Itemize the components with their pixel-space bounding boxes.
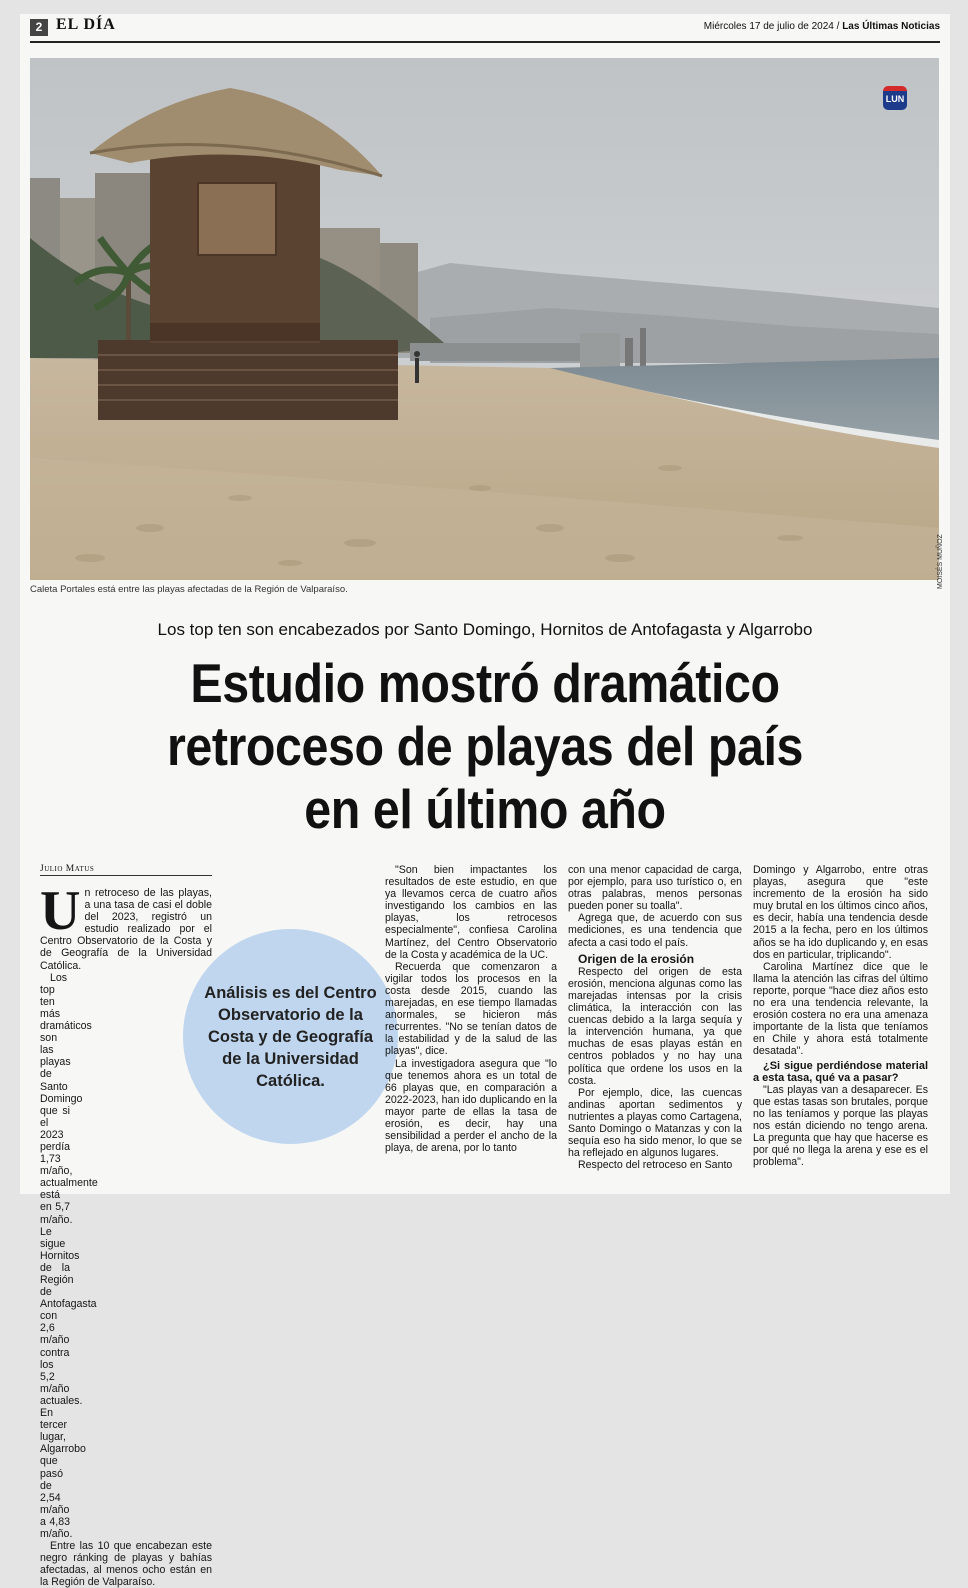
- photo-caption: Caleta Portales está entre las playas afectadas de la Región de Valparaíso.: [30, 584, 348, 595]
- article-headline: [111, 652, 859, 841]
- beach-photo-illustration: [30, 58, 939, 580]
- byline: Julio Matus: [40, 864, 212, 876]
- paragraph: Entre las 10 que encabezan este negro ránking de playas y bahías afectadas, al menos ocho están en la Región de Valparaíso.: [40, 1540, 212, 1588]
- header-rule: [30, 41, 940, 43]
- beach-photo: [30, 58, 939, 580]
- lun-logo-icon: LUN: [883, 86, 907, 110]
- newspaper-page: [20, 14, 950, 1588]
- publication-name: Las Últimas Noticias: [842, 21, 940, 32]
- section-name: EL DÍA: [56, 16, 116, 33]
- paragraph: [40, 880, 212, 972]
- headline-line: Estudio mostró dramático: [190, 652, 780, 714]
- paragraph: La investigadora asegura que "lo que tenemos ahora es un total de 66 playas que, en comparación a 2022-2023, han ido duplicando en la mayor parte de ellas la tasa de erosión, es decir, hay una sensibilidad a perder el ancho de la playa, de arena, por lo tanto: [385, 1057, 557, 1155]
- interview-question: ¿Si sigue perdiéndose material a esta tasa, qué va a pasar?: [753, 1059, 928, 1084]
- paragraph: Recuerda que comenzaron a vigilar todos los procesos en la costa desde 2015, cuando las marejadas, en ese tiempo llamadas anormales, se hicieron más recurrentes. "No se tenían datos de la estabilidad y de la salud de las playas", dice.: [385, 960, 557, 1058]
- paragraph: Respecto del origen de esta erosión, menciona algunas como las marejadas intensas por la crisis climática, la interacción con las cuencas debido a la larga sequía y la intervención humana, ya que muchas de esas playas están en centros poblados y no hay una política que ordene los usos en la costa.: [568, 965, 742, 1087]
- article-column-3: [568, 864, 742, 1171]
- headline-line: en el último año: [304, 778, 666, 840]
- paragraph: Agrega que, de acuerdo con sus mediciones, es una tendencia que afecta a casi todo el país.: [568, 912, 742, 949]
- paragraph: "Son bien impactantes los resultados de este estudio, en que ya llevamos cerca de cuatro años investigando los cambios en las playas, los retrocesos especialmente", confiesa Carolina Martínez, del Centro Observatorio de la Costa y académica de la UC.: [385, 864, 557, 961]
- issue-date: Miércoles 17 de julio de 2024 /: [703, 21, 840, 32]
- paragraph: Domingo y Algarrobo, entre otras playas, asegura que "este incremento de la erosión ha sido muy brutal en los últimos cinco años, es decir, había una tendencia desde 2015 a la fecha, pero en los últimos años se ha ido duplicando y, en esas dos en particular, triplicando".: [753, 864, 928, 961]
- paragraph-text: n retroceso de las playas, a una tasa de casi el doble del 2023, registró un estudio realizado por el Centro Observatorio de la Costa y de Geografía de la Universidad Católica.: [40, 887, 212, 972]
- paragraph: Respecto del retroceso en Santo: [578, 1159, 733, 1172]
- pull-quote-circle: [183, 929, 398, 1144]
- paragraph: Carolina Martínez dice que le llama la atención las cifras del último reporte, porque "hace diez años esto no era una tendencia relevante, la erosión costera no era una amenaza importante de la lista que teníamos en Chile y ahora está totalmente desatada".: [753, 960, 928, 1058]
- page-number: 2: [30, 19, 48, 36]
- header-date: [704, 21, 940, 32]
- article-column-1: [40, 880, 212, 1588]
- pull-quote: Análisis es del Centro Observatorio de la Costa y de Geografía de la Universidad Católica.: [204, 983, 377, 1090]
- paragraph: Por ejemplo, dice, las cuencas andinas aportan sedimentos y nutrientes a playas como Cartagena, Santo Domingo o Matanzas y con la sequía eso ha sido menor, lo que se ha reflejado en algunos lugares.: [568, 1086, 742, 1160]
- paragraph: con una menor capacidad de carga, por ejemplo, para uso turístico o, en otras palabras, menos personas pueden poner su toalla".: [568, 864, 742, 913]
- article-column-4: [753, 864, 928, 1168]
- paragraph: Los top ten más dramáticos son las playas de Santo Domingo que si el 2023 perdía 1,73 m/año, actualmente está en 5,7 m/año. Le sigue Hornitos de la Región de Antofagasta con 2,6 m/año contra los 5,2 m/año actuales. En tercer lugar, Algarrobo que pasó de 2,54 m/año a 4,83 m/año.: [40, 971, 98, 1540]
- paragraph: "Las playas van a desaparecer. Es que estas tasas son brutales, porque no las teníamos y porque las playas nos están diciendo no tengo arena. La pregunta que hay que hacerse es por qué no llega la arena y ese es el problema".: [753, 1083, 928, 1169]
- article-kicker: Los top ten son encabezados por Santo Domingo, Hornitos de Antofagasta y Algarrobo: [157, 620, 813, 639]
- photo-credit: MOISÉS MUÑOZ: [937, 534, 944, 589]
- page-header: [30, 18, 940, 38]
- section-subhead: Origen de la erosión: [578, 951, 695, 966]
- drop-cap: U: [40, 880, 81, 942]
- article-column-2: [385, 864, 557, 1154]
- headline-line: retroceso de playas del país: [166, 715, 803, 777]
